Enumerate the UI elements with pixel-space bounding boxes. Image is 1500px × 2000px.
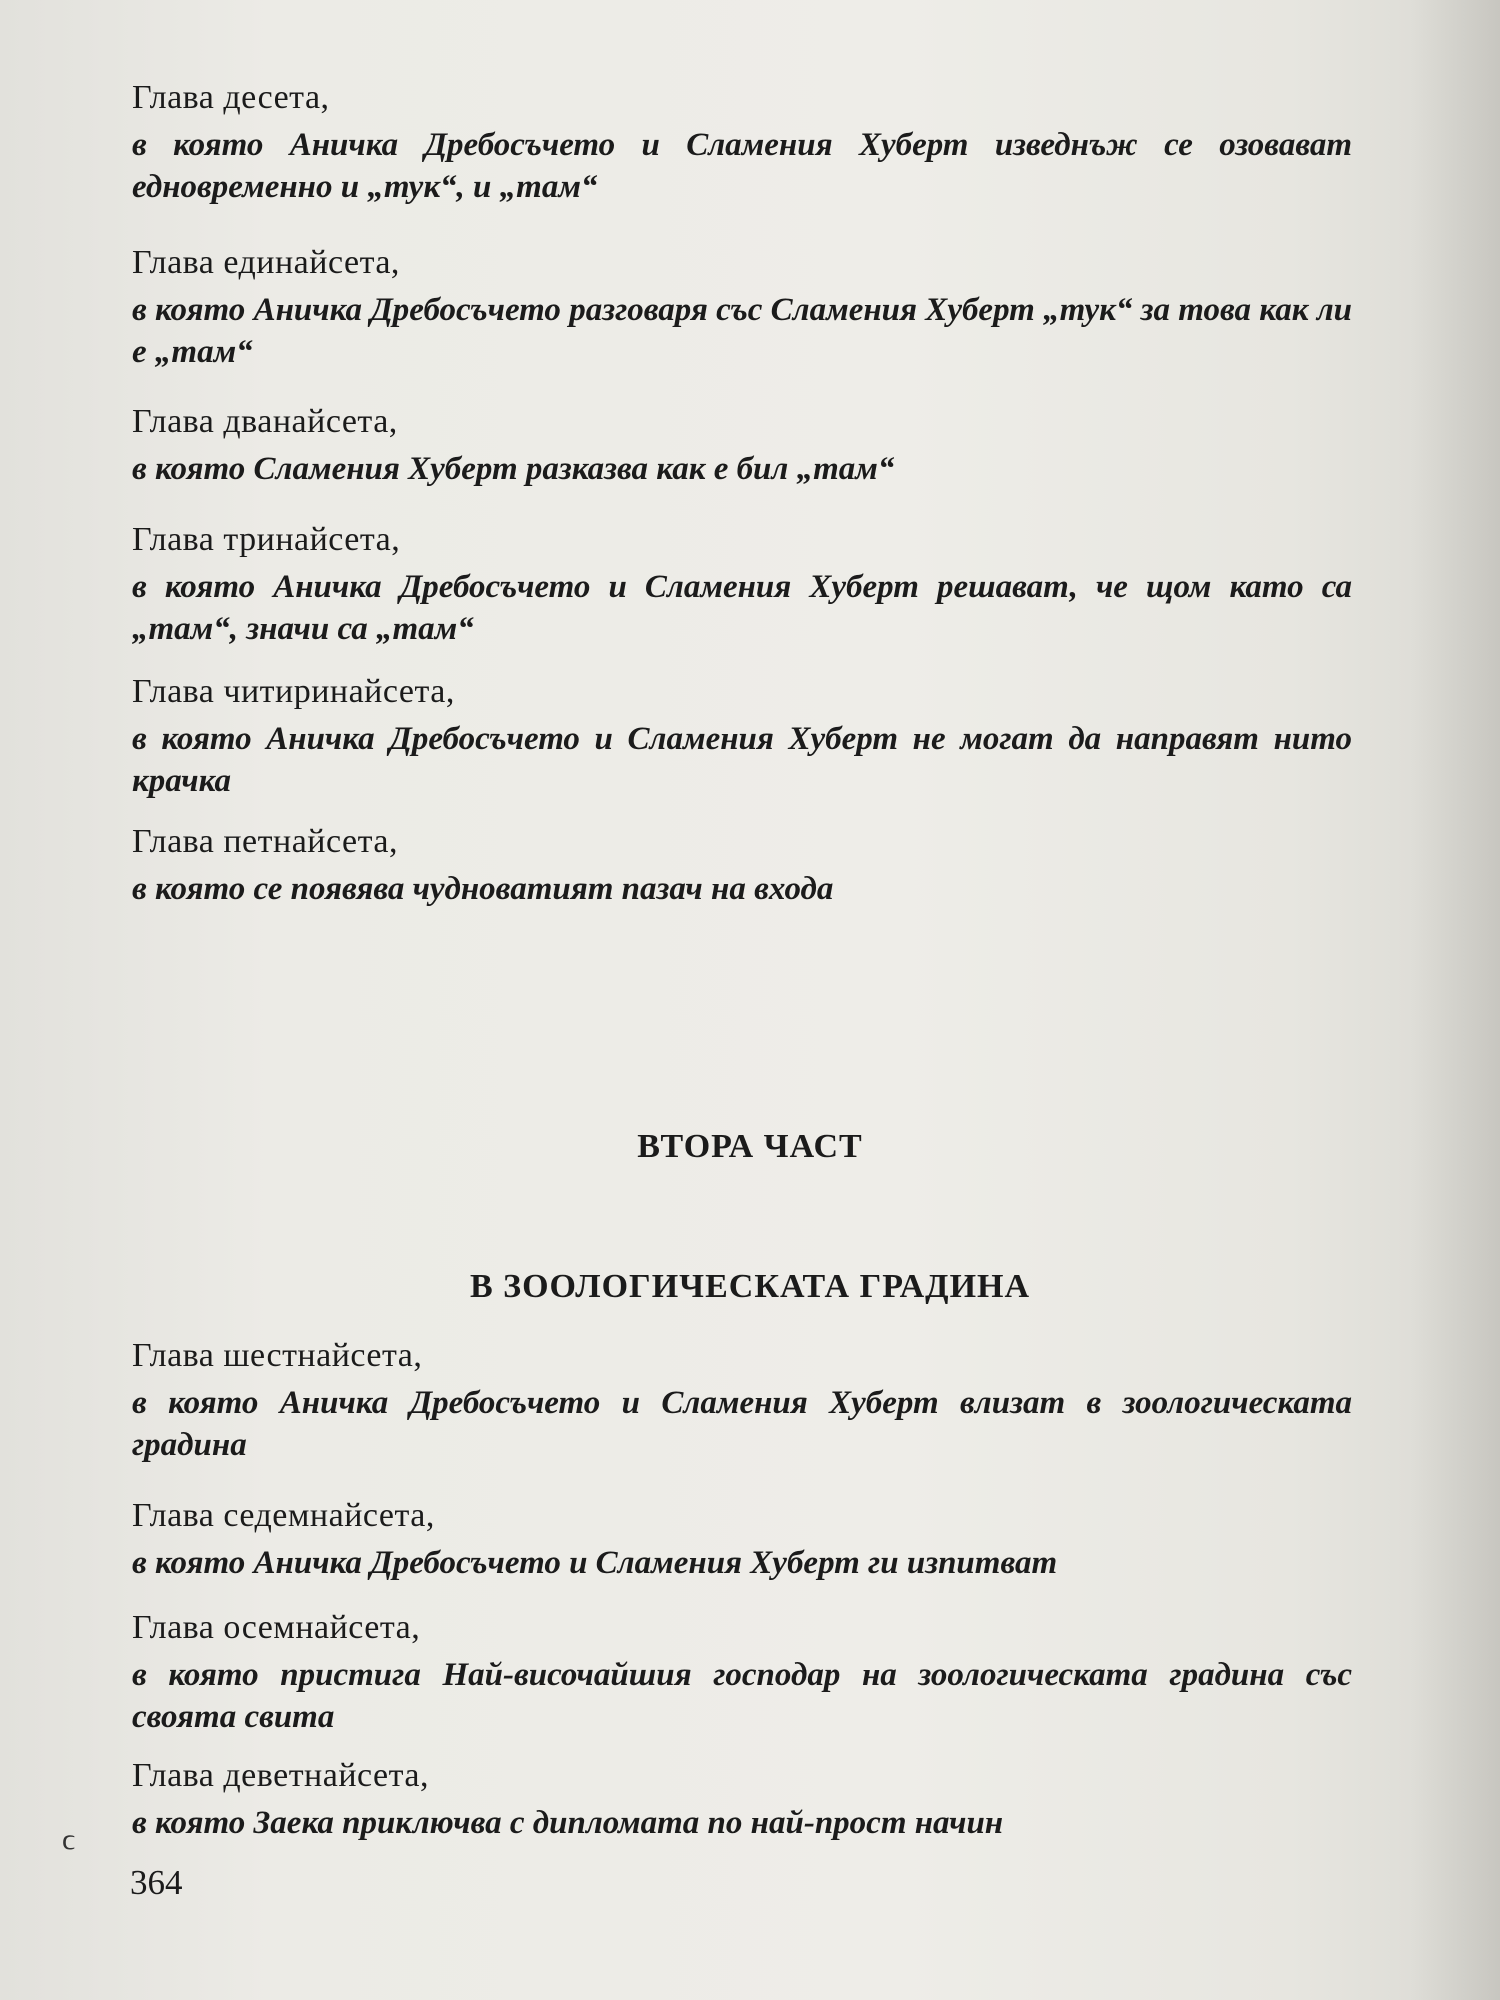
chapter-description: в която Аничка Дребосъчето и Сламения Хуберт ги изпитват <box>132 1545 1058 1581</box>
chapter-title: Глава петнайсета, <box>132 823 398 860</box>
chapter-description: в която Аничка Дребосъчето и Сламения Хуберт решават, че щом като са „там“, значи са „там“ <box>132 569 1352 647</box>
chapter-entry <box>132 1336 1352 1466</box>
chapter-entry <box>132 822 1352 910</box>
chapter-entry <box>132 672 1352 802</box>
chapter-description: в която Аничка Дребосъчето и Сламения Хуберт не могат да направят нито крачка <box>132 721 1352 799</box>
margin-mark: ϲ <box>62 1823 76 1856</box>
page-shadow <box>1410 0 1500 2000</box>
chapter-description: в която Сламения Хуберт разказва как е бил „там“ <box>132 451 895 487</box>
chapter-description: в която пристига Най-височайшия господар на зоологическата градина със своята свита <box>132 1657 1352 1735</box>
chapter-description: в която Аничка Дребосъчето и Сламения Хуберт влизат в зоологическата градина <box>132 1385 1352 1463</box>
part-subheading: В ЗООЛОГИЧЕСКАТА ГРАДИНА <box>469 1268 1031 1305</box>
chapter-title: Глава тринайсета, <box>132 521 401 558</box>
chapter-title: Глава десета, <box>132 79 330 116</box>
chapter-entry <box>132 1756 1352 1844</box>
chapter-entry <box>132 1608 1352 1738</box>
chapter-description: в която Заека приключва с дипломата по най-прост начин <box>132 1805 1004 1841</box>
chapter-entry <box>132 78 1352 208</box>
chapter-entry <box>132 520 1352 650</box>
chapter-title: Глава шестнайсета, <box>132 1337 423 1374</box>
chapter-title: Глава деветнайсета, <box>132 1757 429 1794</box>
chapter-title: Глава дванайсета, <box>132 403 398 440</box>
chapter-description: в която се появява чудноватият пазач на входа <box>132 871 834 907</box>
chapter-title: Глава читиринайсета, <box>132 673 455 710</box>
chapter-title: Глава осемнайсета, <box>132 1609 421 1646</box>
chapter-entry <box>132 402 1352 490</box>
page-number: 364 <box>130 1863 183 1902</box>
chapter-title: Глава единайсета, <box>132 244 400 281</box>
chapter-description: в която Аничка Дребосъчето разговаря със Сламения Хуберт „тук“ за това как ли е „там“ <box>132 292 1352 370</box>
part-heading: ВТОРА ЧАСТ <box>637 1128 863 1165</box>
chapter-title: Глава седемнайсета, <box>132 1497 435 1534</box>
chapter-entry <box>132 1496 1352 1584</box>
chapter-description: в която Аничка Дребосъчето и Сламения Хуберт изведнъж се озовават едновременно и „тук“, и „там“ <box>132 127 1352 205</box>
chapter-entry <box>132 243 1352 373</box>
